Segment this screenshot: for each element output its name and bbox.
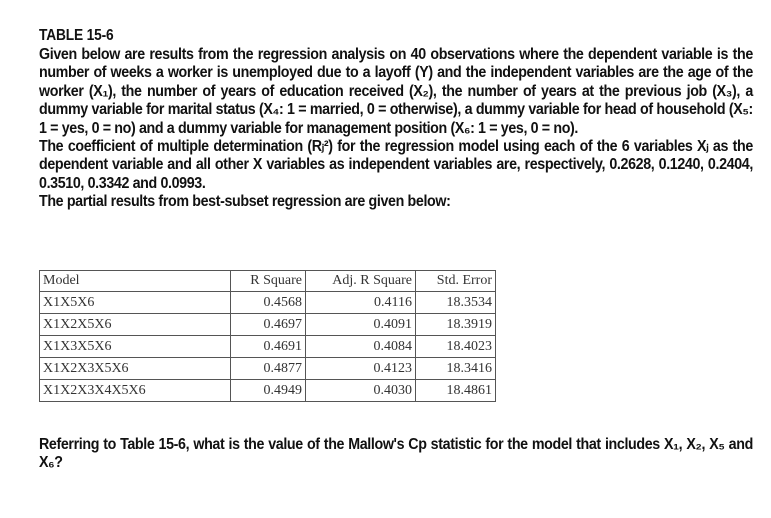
table-row <box>40 380 496 402</box>
cell-adj-r-square: 0.4123 <box>306 358 416 380</box>
cell-std-error: 18.3534 <box>416 292 496 314</box>
header-std-error: Std. Error <box>416 271 496 292</box>
cell-std-error: 18.3416 <box>416 358 496 380</box>
cell-r-square: 0.4877 <box>231 358 306 380</box>
cell-std-error: 18.4861 <box>416 380 496 402</box>
cell-model: X1X2X5X6 <box>40 314 231 336</box>
table-row <box>40 336 496 358</box>
cell-model: X1X2X3X5X6 <box>40 358 231 380</box>
table-row <box>40 292 496 314</box>
table-title: TABLE 15-6 <box>39 27 114 44</box>
intro-paragraph: Given below are results from the regression analysis on 40 observations where the dependent variable is the number of weeks a worker is unemployed due to a layoff (Y) and the independent variables are the age of the worker (X₁), the number of years of education received (X₂), the number of years at the previous job (X₃), a dummy variable for marital status (X₄: 1 = married, 0 = otherwise), a dummy variable for head of household (X₅: 1 = yes, 0 = no) and a dummy variable for management position (X₆: 1 = yes, 0 = no). <box>39 46 753 137</box>
results-table <box>39 270 496 402</box>
partial-results-label: The partial results from best-subset regression are given below: <box>39 193 451 211</box>
cell-r-square: 0.4697 <box>231 314 306 336</box>
cell-r-square: 0.4949 <box>231 380 306 402</box>
cell-model: X1X5X6 <box>40 292 231 314</box>
cell-adj-r-square: 0.4084 <box>306 336 416 358</box>
cell-std-error: 18.4023 <box>416 336 496 358</box>
cell-std-error: 18.3919 <box>416 314 496 336</box>
coefficient-paragraph: The coefficient of multiple determination (Rⱼ²) for the regression model using each of the 6 variables Xⱼ as the dependent variable and all other X variables as independent variables are, respectively, 0.2628, 0.1240, 0.2404, 0.3510, 0.3342 and 0.0993. <box>39 138 753 192</box>
cell-adj-r-square: 0.4091 <box>306 314 416 336</box>
cell-r-square: 0.4691 <box>231 336 306 358</box>
table-header-row <box>40 271 496 292</box>
cell-model: X1X2X3X4X5X6 <box>40 380 231 402</box>
table-row <box>40 314 496 336</box>
cell-adj-r-square: 0.4030 <box>306 380 416 402</box>
document <box>39 26 753 472</box>
header-r-square: R Square <box>231 271 306 292</box>
header-model: Model <box>40 271 231 292</box>
question-text: Referring to Table 15-6, what is the value of the Mallow's Cp statistic for the model that includes X₁, X₂, X₅ and X₆? <box>39 436 753 472</box>
cell-adj-r-square: 0.4116 <box>306 292 416 314</box>
cell-model: X1X3X5X6 <box>40 336 231 358</box>
header-adj-r-square: Adj. R Square <box>306 271 416 292</box>
table-row <box>40 358 496 380</box>
cell-r-square: 0.4568 <box>231 292 306 314</box>
